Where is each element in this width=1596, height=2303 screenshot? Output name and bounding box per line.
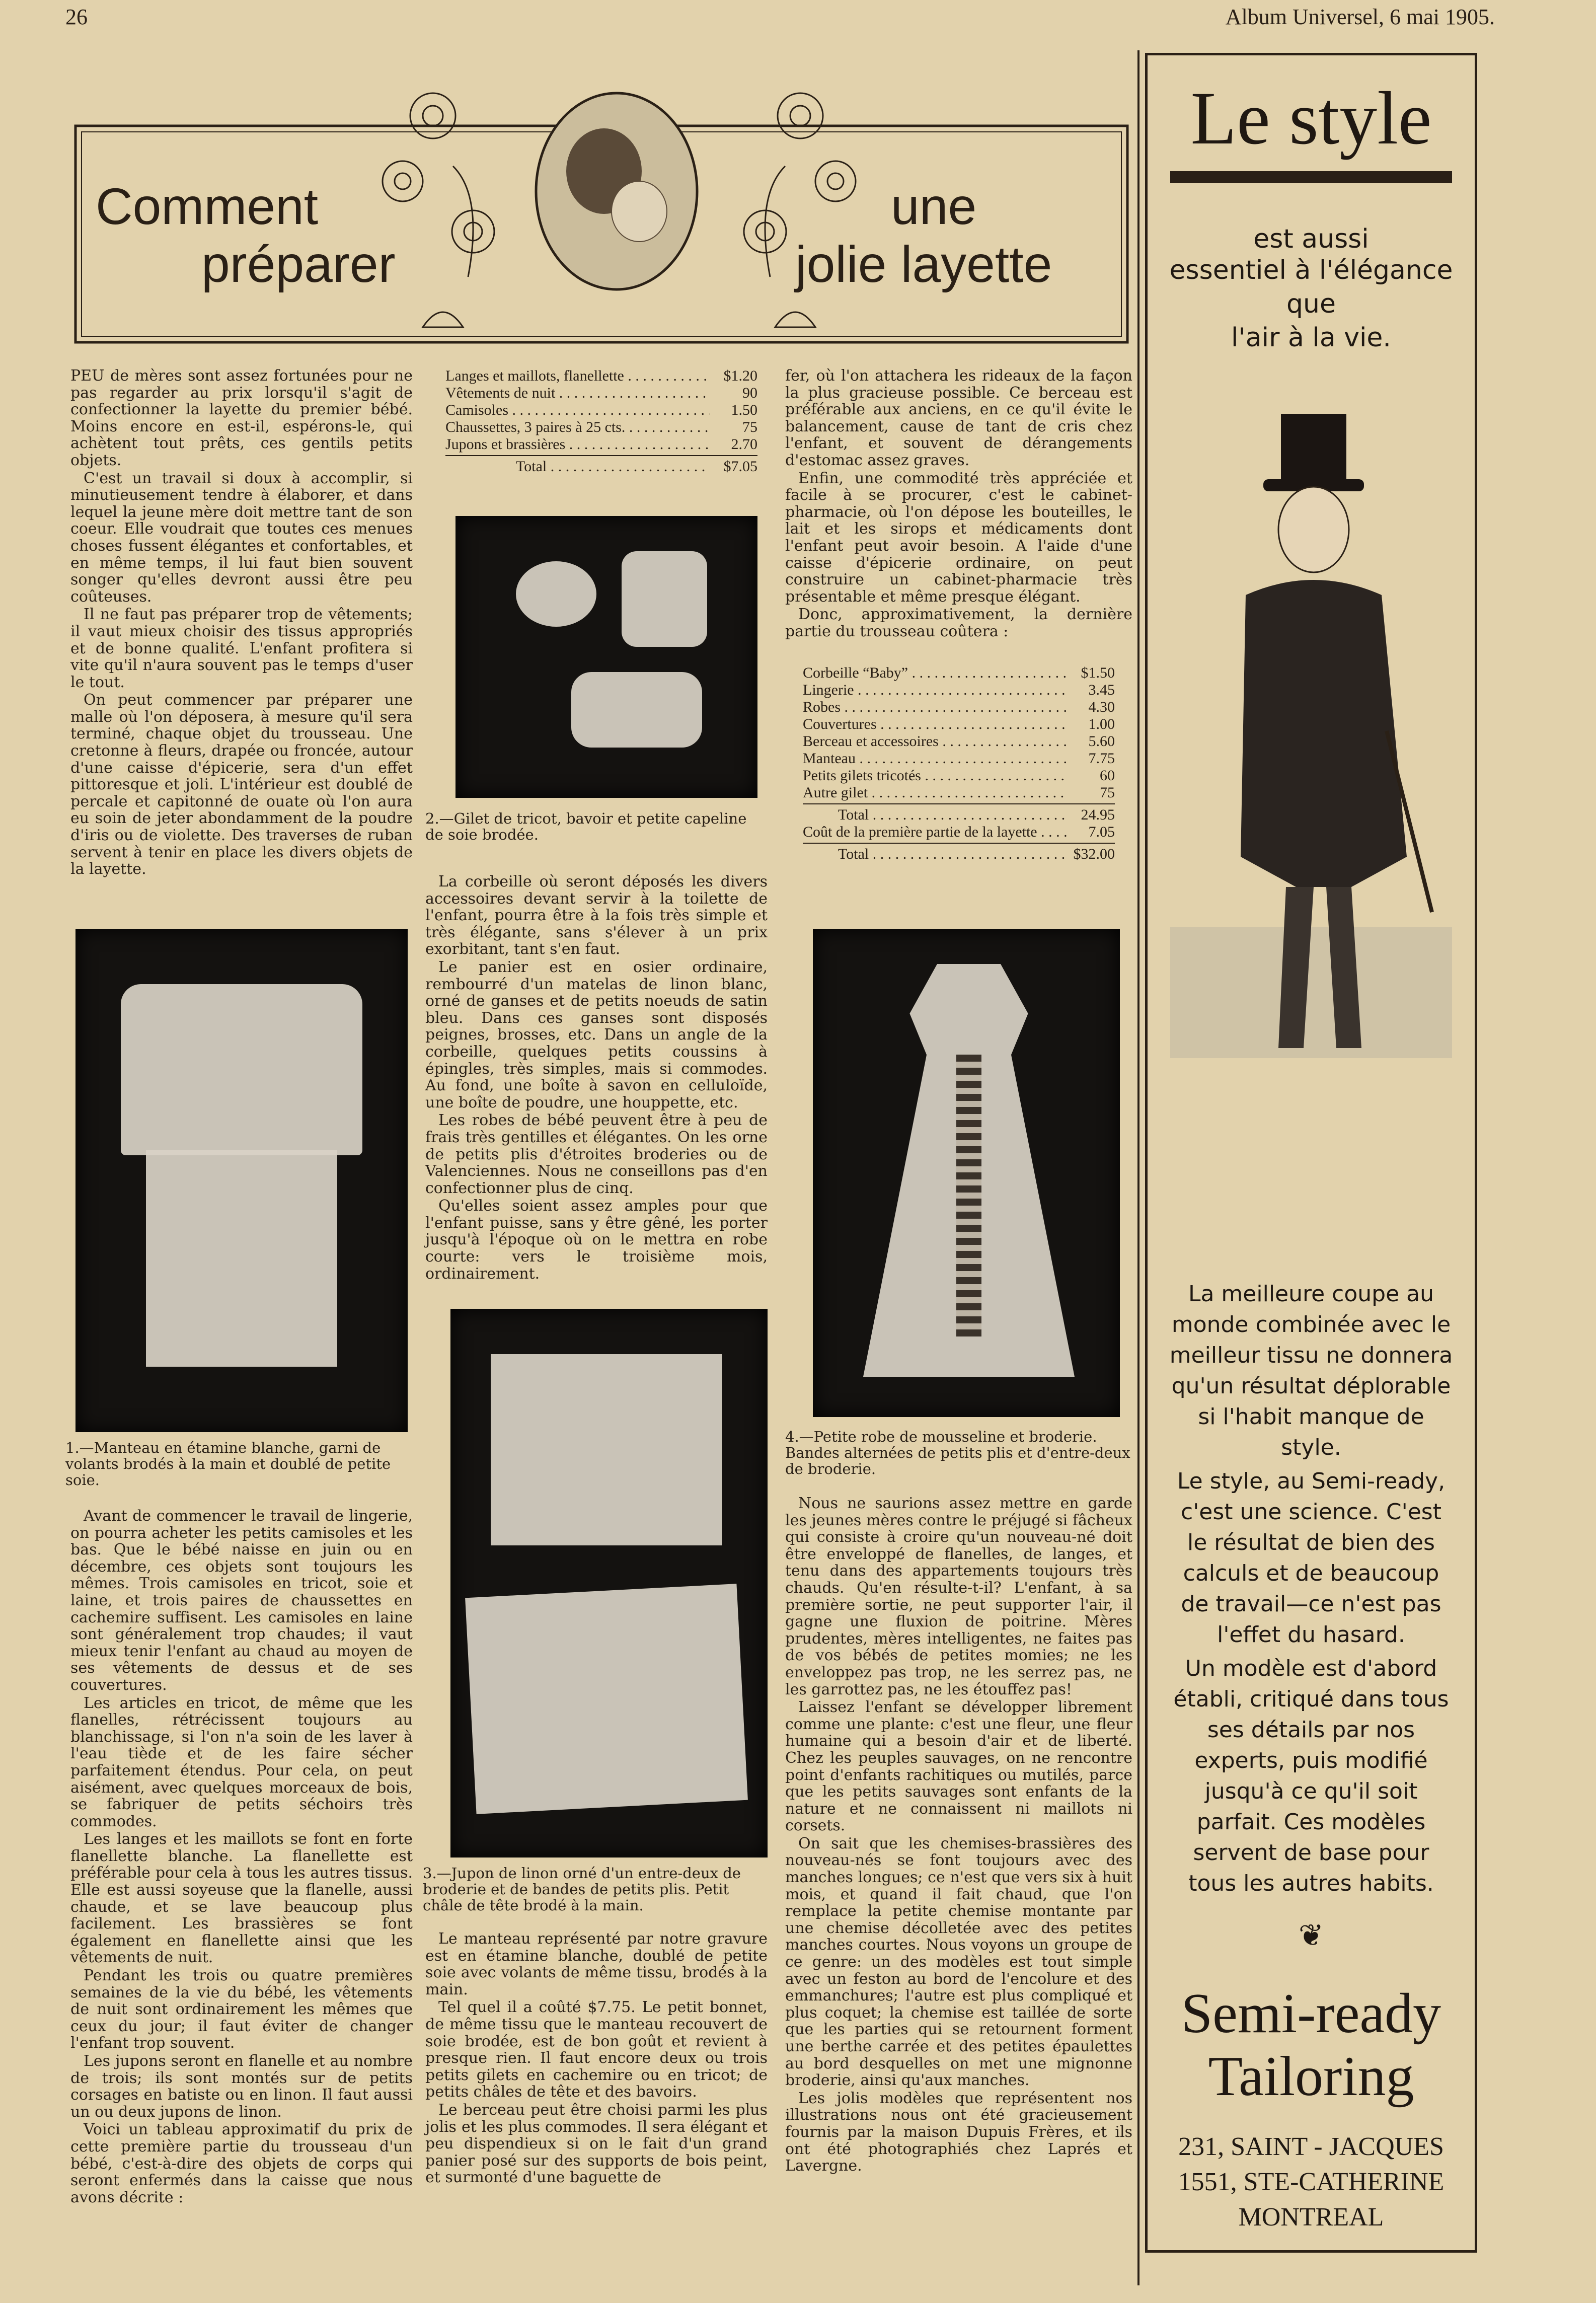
ad-subhead-line: que [1286, 289, 1336, 319]
figure-3-photo [450, 1309, 768, 1858]
table-row [445, 367, 757, 385]
title-une: une [891, 178, 977, 235]
col1-text [70, 367, 413, 879]
grand-total-value: $32.00 [1073, 846, 1115, 862]
issue-line: Album Universel, 6 mai 1905. [1225, 5, 1495, 29]
paragraph: C'est un travail si doux à accomplir, si minutieusement tendre à élaborer, et dans lequel la jeune mère doit mettre tant de son coeur. Elle voudrait que toutes ces menues choses fussent élégantes et confortables, et en même temps, il lui faut bien souvent songer qu'elles devront aussi être peu coûteuses. [70, 469, 413, 606]
ad-address-2: 1551, STE-CATHERINE [1178, 2168, 1445, 2196]
row-value: 75 [742, 419, 757, 435]
paragraph: Qu'elles soient assez amples pour que l'enfant puisse, sans y être gêné, les porter jusqu'à l'époque où on le mettra en robe courte: vers le troisième mois, ordinairement. [425, 1197, 768, 1283]
col1-lower-text [70, 1508, 413, 2207]
row-label: Berceau et accessoires . . . [803, 733, 1067, 750]
paragraph: Voici un tableau approximatif du prix de cette première partie du trousseau d'un bébé, c'est-à-dire des objets de corps qui seront enfermés dans la caisse que nous avons décrite : [70, 2121, 413, 2206]
grand-total-row [803, 846, 1115, 863]
semi-ready-ad [1145, 53, 1477, 2253]
ad-address-3: MONTREAL [1238, 2203, 1384, 2232]
ad-brand-line-2: Tailoring [1208, 2045, 1414, 2108]
total-value: 24.95 [1081, 806, 1115, 823]
row-value: 1.00 [1088, 716, 1115, 732]
figure-4-caption: 4.—Petite robe de mousseline et broderie. Bandes alternées de petits plis et d'entre-deux de broderie. [785, 1428, 1130, 1477]
table-row [803, 699, 1115, 716]
paragraph: Enfin, une commodité très appréciée et facile à se procurer, c'est le cabinet-pharmacie, où l'on dépose les bouteilles, le lait et les sirops et médicaments dont l'enfant peut avoir besoin. A l'aide d'une caisse d'épicerie ordinaire, on peut construire un cabinet-pharmacie très présentable et même presque élégant. [785, 469, 1132, 606]
row-label: Autre gilet . . . [803, 784, 1067, 801]
row-value: 1.50 [731, 402, 757, 418]
figure-1-photo [75, 929, 408, 1432]
row-value: 7.75 [1088, 750, 1115, 767]
lace-insert [956, 1055, 981, 1336]
vest-shape [571, 672, 702, 748]
table-row [445, 419, 757, 436]
ad-brand-line-1: Semi-ready [1181, 1982, 1441, 2045]
divider [803, 803, 1115, 804]
total-row [803, 806, 1115, 824]
ad-body-paragraph: Le style, au Semi-ready, c'est une science. C'est le résultat de bien des calculs et de beaucoup de travail—ce n'est pas l'effet du hasard. [1177, 1468, 1446, 1648]
paragraph: Le panier est en osier ordinaire, rembourré d'un matelas de linon blanc, orné de ganses et de petits noeuds de satin bleu. Dans ces ganses sont disposés peignes, brosses, etc. Dans un angle de la corbeille, quelques petits coussins à épingles, très simples, mais si commodes. Au fond, une boîte à savon en celluloïde, une boîte de poudre, une houppette, etc. [425, 958, 768, 1111]
table-row [445, 385, 757, 402]
shawl-shape [465, 1584, 748, 1814]
row-value: 60 [1100, 767, 1115, 784]
skirt-shape [146, 1150, 337, 1367]
paragraph: Avant de commencer le travail de lingerie, on pourra acheter les petits camisoles et les bas. Que le bébé naisse en juin ou en décembre, ces objets sont toujours les mêmes. Trois camisoles en tricot, soie et laine, et trois paires de chaussettes en cachemire suffisent. Les camisoles en laine sont généralement trop chaudes; il vaut mieux tenir l'enfant au chaud au moyen de ses vêtements de dessus et de ses couvertures. [70, 1507, 413, 1694]
ad-body-paragraph: Un modèle est d'abord établi, critiqué dans tous ses détails par nos experts, puis modifié jusqu'à ce qu'il soit parfait. Ces modèles servent de base pour tous les autres habits. [1173, 1656, 1449, 1896]
paragraph: Les jolis modèles que représentent nos illustrations nous ont été gracieusement fournis par la maison Dupuis Frères, et ils ont été photographiés chez Laprés et Lavergne. [785, 2089, 1132, 2175]
row-value: 3.45 [1088, 682, 1115, 698]
paragraph: Pendant les trois ou quatre premières semaines de la vie du bébé, les vêtements de nuit sont ordinairement les mêmes que ceux du jour; il faut éviter de changer l'enfant trop souvent. [70, 1967, 413, 2052]
first-part-label: Coût de la première partie de la layette . . . [803, 824, 1067, 841]
column-rule [1137, 50, 1139, 2285]
ad-headline-bar [1170, 171, 1452, 183]
figure-2-caption: 2.—Gilet de tricot, bavoir et petite capeline de soie brodée. [425, 810, 747, 843]
divider [445, 455, 757, 456]
title-jolie-layette: jolie layette [795, 236, 1052, 293]
paragraph: fer, où l'on attachera les rideaux de la façon la plus gracieuse possible. Ce berceau est préférable aux anciens, en ce qu'il évite le balancement, cause de tant de cris chez l'enfant, et souvent de dérangements d'estomac assez graves. [785, 367, 1132, 469]
paragraph: Les robes de bébé peuvent être à peu de frais très gentilles et élégantes. On les orne de petits plis d'étroites broderies ou de Valenciennes. Nous ne conseillons pas d'en confectionner plus de cinq. [425, 1111, 768, 1197]
row-value: $1.50 [1081, 664, 1115, 681]
bib-shape [622, 551, 707, 647]
row-label: Jupons et brassières . . . [445, 436, 710, 453]
ad-headline: Le style [1190, 77, 1432, 160]
paragraph: Les langes et les maillots se font en forte flanellette blanche. La flanellette est préférable pour cela à tous les autres tissus. Elle est aussi soyeuse que la flanelle, aussi chaude, et se lave beaucoup plus facilement. Les brassières se font également en flanellette ainsi que les vêtements de nuit. [70, 1830, 413, 1967]
price-table-1 [445, 367, 757, 475]
col3-text [785, 367, 1132, 641]
row-label: Lingerie . . . [803, 682, 1067, 699]
row-label: Corbeille “Baby” . . . [803, 664, 1067, 682]
row-label: Vêtements de nuit . . . [445, 385, 710, 402]
ad-address-1: 231, SAINT - JACQUES [1178, 2132, 1444, 2161]
table-row [803, 664, 1115, 682]
first-part-row [803, 824, 1115, 841]
table-row [803, 733, 1115, 750]
table-row [803, 750, 1115, 767]
row-label: Langes et maillots, flanellette . . . [445, 367, 710, 385]
row-label: Couvertures . . . [803, 716, 1067, 733]
paragraph: Il ne faut pas préparer trop de vêtements; il vaut mieux choisir des tissus appropriés et de bonne qualité. L'enfant profitera si vite qu'il n'aura souvent pas le temps d'user le tout. [70, 606, 413, 691]
row-value: 4.30 [1088, 699, 1115, 715]
figure-1-caption: 1.—Manteau en étamine blanche, garni de volants brodés à la main et doublé de petite soie. [65, 1439, 391, 1489]
paragraph: Les articles en tricot, de même que les flanelles, rétrécissent toujours au blanchissage, si l'on n'a soin de les laver à l'eau tiède et de les faire sécher parfaitement étendus. Pour cela, on peut aisément, avec quelques morceaux de bois, se fabriquer de petits séchoirs très commodes. [70, 1694, 413, 1830]
title-preparer: préparer [201, 236, 396, 293]
row-value: 2.70 [731, 436, 757, 453]
divider [803, 843, 1115, 844]
title-comment: Comment [96, 178, 319, 235]
row-label: Robes . . . [803, 699, 1067, 716]
total-value: $7.05 [723, 458, 757, 475]
row-label: Manteau . . . [803, 750, 1067, 767]
col2-lower-text [425, 1930, 768, 2187]
row-value: 5.60 [1088, 733, 1115, 750]
ornament-icon: ❦ [1298, 1918, 1324, 1953]
total-label: Total . . . [516, 458, 710, 475]
row-value: $1.20 [723, 367, 757, 384]
ad-subhead-line: l'air à la vie. [1231, 323, 1391, 353]
figure-3-caption: 3.—Jupon de linon orné d'un entre-deux de broderie et de bandes de petits plis. Petit châle de tête brodé à la main. [423, 1865, 741, 1914]
ad-subhead-line: est aussi [1253, 224, 1369, 254]
paragraph: Nous ne saurions assez mettre en garde les jeunes mères contre le préjugé si fâcheux qui consiste à croire qu'un nouveau-né doit être enveloppé de flanelles, de langes, et tenu dans des appartements toujours très chauds. Qu'en résulte-t-il? L'enfant, à sa première sortie, ne peut supporter l'air, il gagne une fluxion de poitrine. Mères prudentes, mères intelligentes, ne faites pas de vos bébés de petites momies; ne les enveloppez pas trop, ne les serrez pas, ne les garrottez pas, ne les étouffez pas! [785, 1495, 1132, 1698]
total-row [445, 458, 757, 475]
row-value: 90 [742, 385, 757, 401]
table-row [445, 402, 757, 419]
row-label: Chaussettes, 3 paires à 25 cts. . . . [445, 419, 710, 436]
paragraph: Le berceau peut être choisi parmi les plus jolis et les plus commodes. Il sera élégant et peu dispendieux si on le fait d'un grand panier posé sur des supports de bois peint, et surmonté d'une baguette de [425, 2101, 768, 2187]
ad-body-paragraph: La meilleure coupe au monde combinée avec le meilleur tissu ne donnera qu'un résultat déplorable si l'habit manque de style. [1169, 1281, 1453, 1460]
ad-subhead-line: essentiel à l'élégance [1169, 255, 1453, 285]
paragraph: PEU de mères sont assez fortunées pour ne pas regarder au prix lorsqu'il s'agit de confectionner la layette du premier bébé. Moins encore en est-il, espérons-le, qui achètent tout prêts, ces gentils petits objets. [70, 367, 413, 469]
paragraph: On sait que les chemises-brassières des nouveau-nés se font toujours avec des manches longues; ce n'est que vers six à huit mois, et quand il fait chaud, que l'on remplace la petite chemise montante par une chemise décolletée avec des petites manches courtes. Nous voyons un groupe de ce genre: un des modèles est tout simple avec un feston au bord de l'encolure et des emmanchures; l'autre est plus compliqué et plus coquet; la chemise est taillée de sorte que les parties qui se retournent forment une berthe carrée et des petites épaulettes au bord desquelles on met une mignonne broderie, ainsi qu'aux manches. [785, 1834, 1132, 2090]
grand-total-label: Total . . . [838, 846, 1067, 863]
col3-lower-text [785, 1495, 1132, 2176]
table-row [445, 436, 757, 453]
col2-mid-text [425, 873, 768, 1283]
paragraph: Laissez l'enfant se développer librement comme une plante: c'est une fleur, une fleur humaine qui a besoin d'air et de liberté. Chez les peuples sauvages, on ne rencontre point d'enfants rachitiques ou mutilés, parce que les petits sauvages sont enfants de la nature et ne connaissent ni maillots ni corsets. [785, 1698, 1132, 1835]
first-part-value: 7.05 [1088, 824, 1115, 840]
bonnet-shape [516, 561, 596, 627]
table-row [803, 767, 1115, 784]
paragraph: La corbeille où seront déposés les divers accessoires devant servir à la toilette de l'enfant, pourra être à la fois très simple et très élégante, sans s'élever à un prix exorbitant, tant s'en faut. [425, 873, 768, 958]
page-number: 26 [65, 5, 88, 29]
table-row [803, 716, 1115, 733]
figure-4-photo [813, 929, 1120, 1417]
row-label: Camisoles . . . [445, 402, 710, 419]
price-table-2 [803, 664, 1115, 863]
petticoat-shape [491, 1354, 722, 1545]
paragraph: On peut commencer par préparer une malle où l'on déposera, à mesure qu'il sera terminé, chaque objet du trousseau. Une cretonne à fleurs, drapée ou froncée, autour d'une caisse d'épicerie, sera d'un effet pittoresque et joli. L'intérieur est doublé de percale et capitonné de ouate où l'on aura eu soin de jeter abondamment de la poudre d'iris ou de violette. Des traverses de ruban servent à tenir en place les divers objets de la layette. [70, 691, 413, 878]
total-label: Total . . . [838, 806, 1067, 824]
gentleman-illustration [1170, 384, 1452, 1330]
row-label: Petits gilets tricotés . . . [803, 767, 1067, 784]
table-row [803, 784, 1115, 801]
paragraph: Les jupons seront en flanelle et au nombre de trois; ils sont montés sur de petits corsages en batiste ou en linon. Il faut aussi un ou deux jupons de linon. [70, 2052, 413, 2121]
row-value: 75 [1100, 784, 1115, 801]
table-row [803, 682, 1115, 699]
coat-shape [121, 984, 362, 1155]
paragraph: Tel quel il a coûté $7.75. Le petit bonnet, de même tissu que le manteau recouvert de soie brodée, est de bon goût et revient à presque rien. Il faut encore deux ou trois petits gilets en cachemire ou en tricot; de petits châles de tête et des bavoirs. [425, 1998, 768, 2101]
figure-2-photo [455, 516, 757, 798]
paragraph: Le manteau représenté par notre gravure est en étamine blanche, doublé de petite soie avec volants de même tissu, brodés à la main. [425, 1930, 768, 1998]
paragraph: Donc, approximativement, la dernière partie du trousseau coûtera : [785, 606, 1132, 640]
